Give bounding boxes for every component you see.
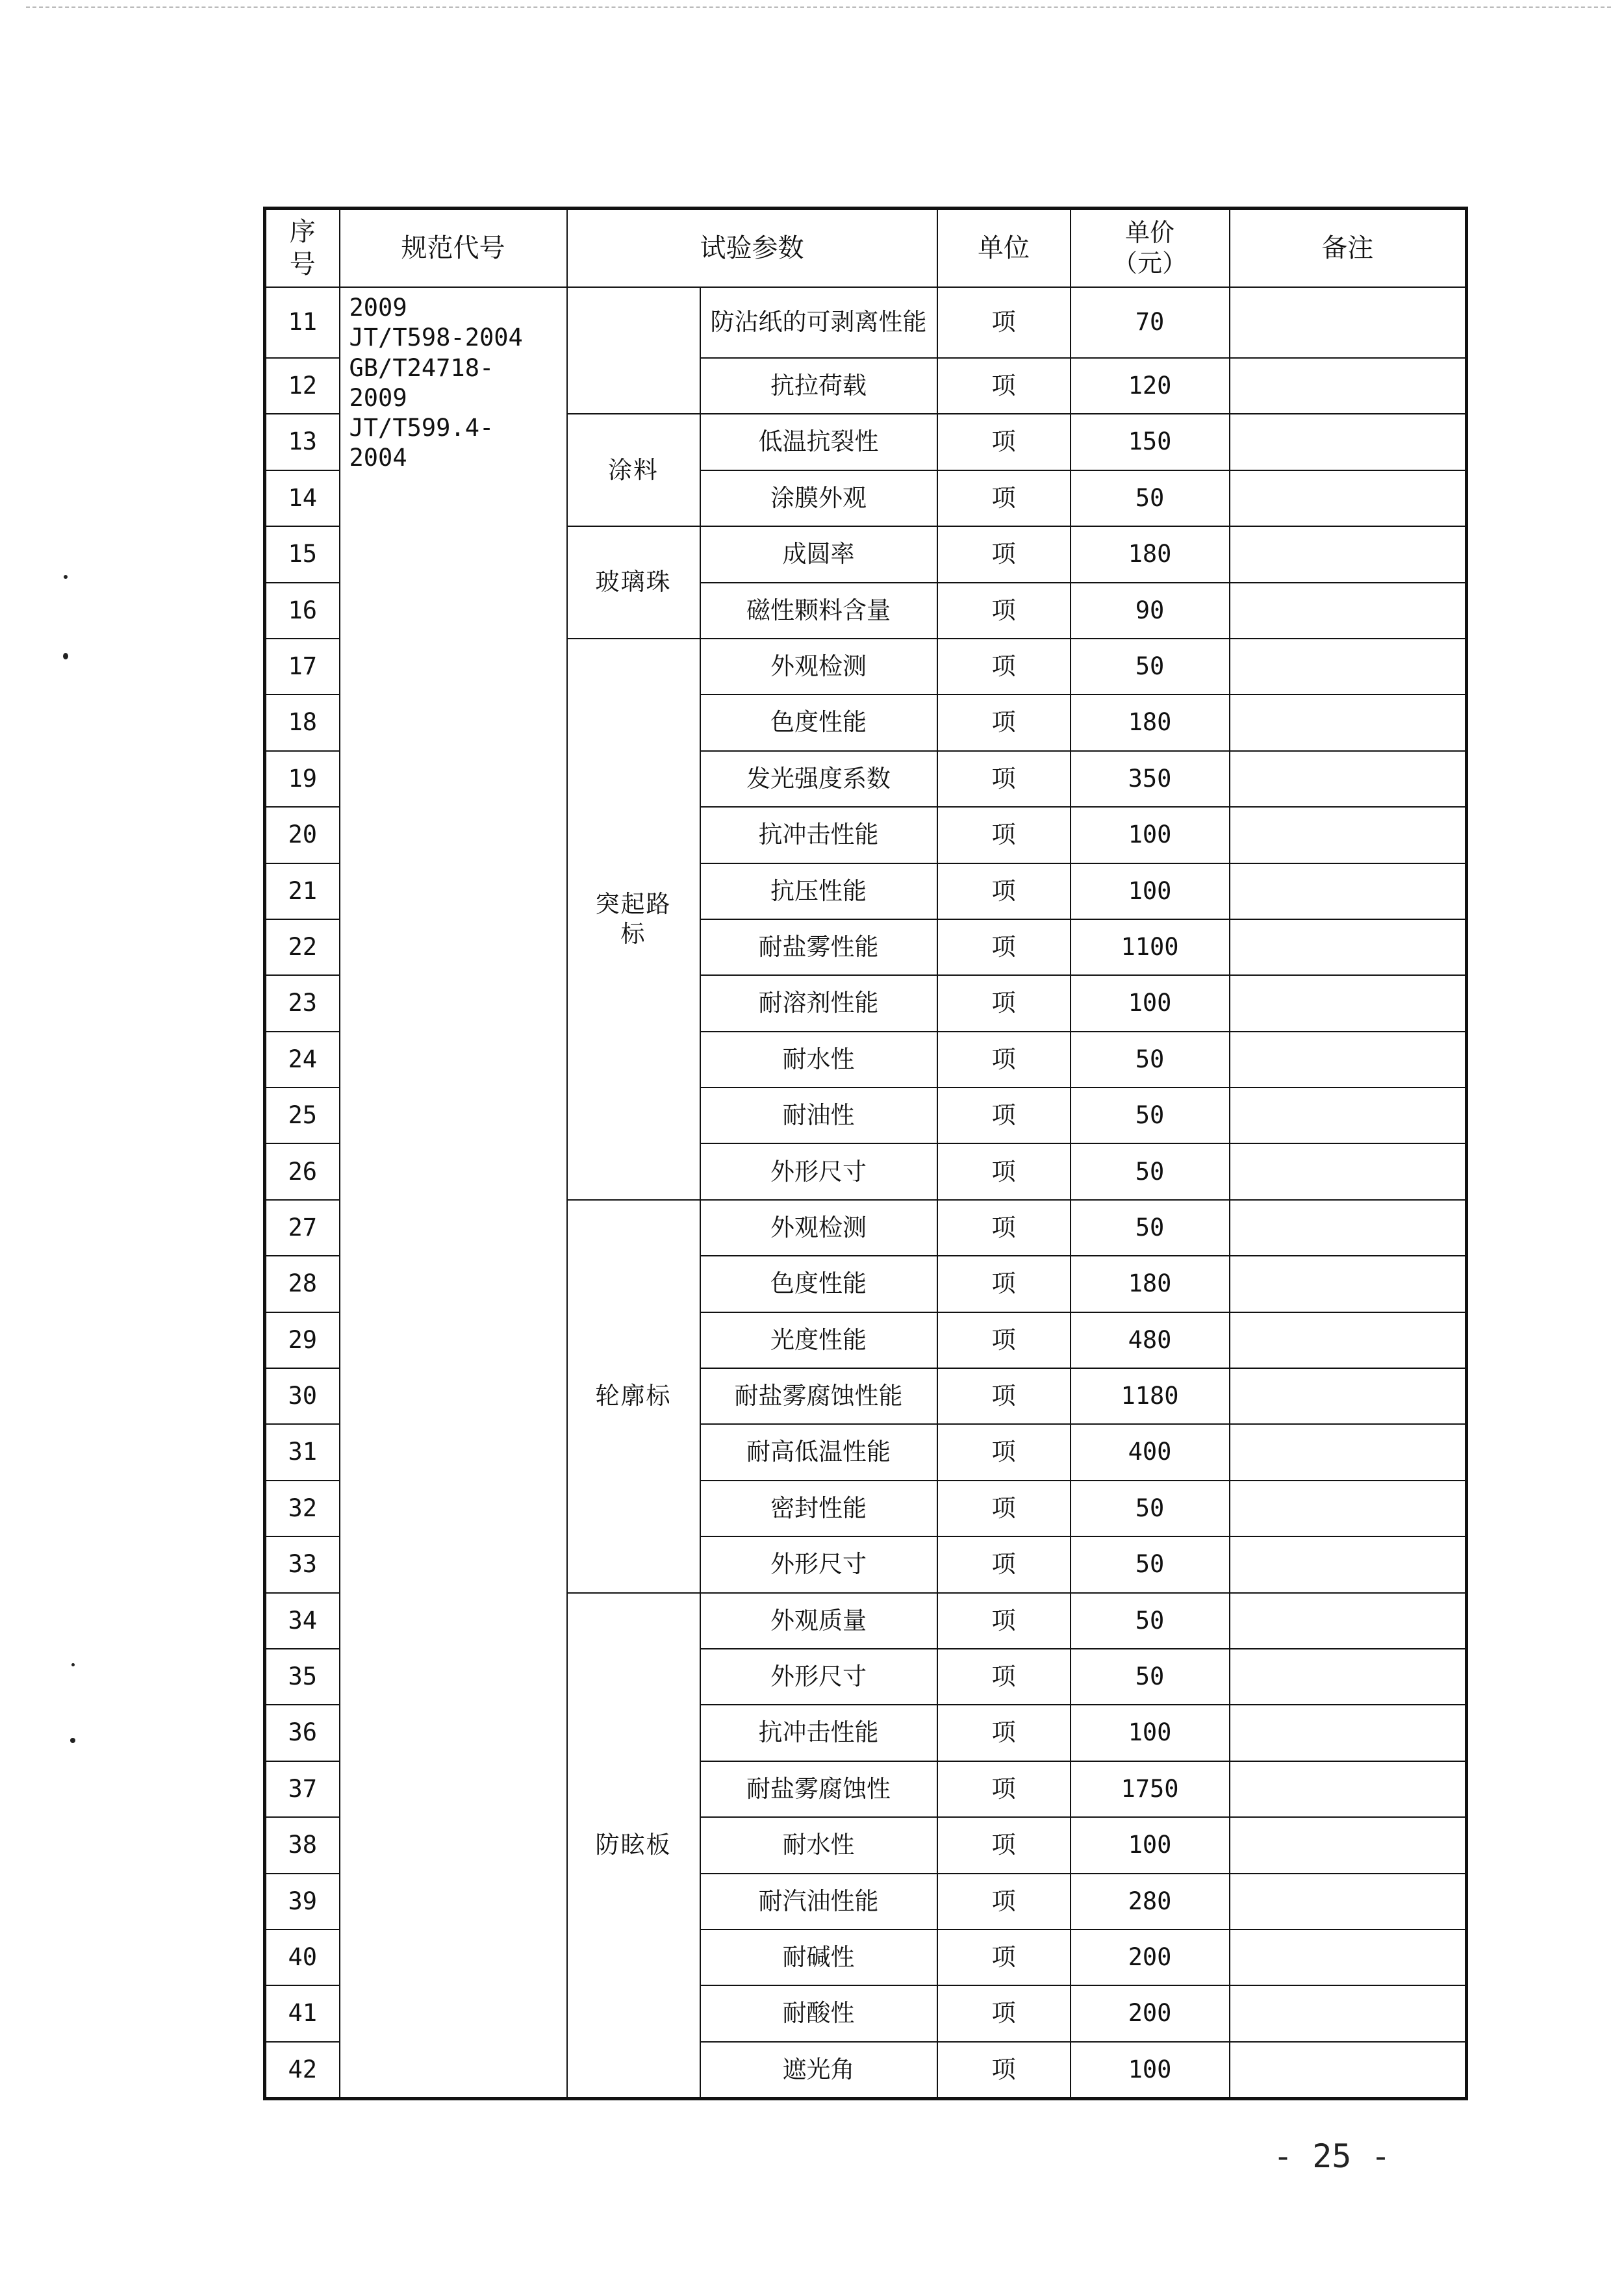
price-cell: 90	[1071, 583, 1230, 639]
price-cell: 100	[1071, 975, 1230, 1031]
price-cell: 50	[1071, 1200, 1230, 1256]
price-cell: 1750	[1071, 1761, 1230, 1817]
unit-cell: 项	[937, 639, 1071, 694]
page-number: - 25 -	[1273, 2137, 1391, 2175]
param-cell: 耐酸性	[700, 1985, 937, 2041]
seq-cell: 18	[265, 694, 340, 750]
param-cell: 光度性能	[700, 1312, 937, 1368]
remark-cell	[1230, 1312, 1467, 1368]
param-cell: 涂膜外观	[700, 470, 937, 526]
seq-cell: 13	[265, 414, 340, 470]
unit-cell: 项	[937, 1032, 1071, 1088]
seq-cell: 40	[265, 1929, 340, 1985]
price-cell: 1180	[1071, 1368, 1230, 1424]
price-cell: 50	[1071, 1536, 1230, 1592]
unit-cell: 项	[937, 1088, 1071, 1143]
price-cell: 400	[1071, 1424, 1230, 1480]
header-price: 单价 （元）	[1071, 209, 1230, 288]
unit-cell: 项	[937, 1705, 1071, 1761]
unit-cell: 项	[937, 807, 1071, 863]
price-cell: 180	[1071, 1256, 1230, 1312]
seq-cell: 41	[265, 1985, 340, 2041]
unit-cell: 项	[937, 2042, 1071, 2099]
param-cell: 色度性能	[700, 694, 937, 750]
remark-cell	[1230, 1368, 1467, 1424]
code-line: JT/T598-2004	[349, 324, 523, 352]
param-cell: 耐盐雾腐蚀性能	[700, 1368, 937, 1424]
param-cell: 密封性能	[700, 1481, 937, 1536]
remark-cell	[1230, 639, 1467, 694]
category-label: 突起路标	[595, 889, 672, 948]
seq-cell: 34	[265, 1593, 340, 1649]
remark-cell	[1230, 807, 1467, 863]
param-cell: 耐溶剂性能	[700, 975, 937, 1031]
price-cell: 50	[1071, 1143, 1230, 1199]
standard-code-cell	[340, 287, 567, 2099]
unit-cell: 项	[937, 583, 1071, 639]
seq-cell: 14	[265, 470, 340, 526]
seq-cell: 25	[265, 1088, 340, 1143]
param-cell: 耐水性	[700, 1032, 937, 1088]
seq-cell: 33	[265, 1536, 340, 1592]
param-cell: 耐盐雾性能	[700, 919, 937, 975]
header-unit: 单位	[937, 209, 1071, 288]
remark-cell	[1230, 1649, 1467, 1705]
seq-cell: 28	[265, 1256, 340, 1312]
header-remark: 备注	[1230, 209, 1467, 288]
remark-cell	[1230, 1593, 1467, 1649]
price-cell: 120	[1071, 358, 1230, 414]
unit-cell: 项	[937, 1593, 1071, 1649]
param-cell: 色度性能	[700, 1256, 937, 1312]
seq-cell: 23	[265, 975, 340, 1031]
param-cell: 磁性颗料含量	[700, 583, 937, 639]
unit-cell: 项	[937, 1761, 1071, 1817]
category-cell-raised-marker	[567, 639, 700, 1200]
remark-cell	[1230, 1143, 1467, 1199]
remark-cell	[1230, 1874, 1467, 1929]
price-cell: 100	[1071, 1817, 1230, 1873]
price-cell: 50	[1071, 1032, 1230, 1088]
seq-cell: 42	[265, 2042, 340, 2099]
seq-cell: 20	[265, 807, 340, 863]
seq-cell: 22	[265, 919, 340, 975]
seq-cell: 38	[265, 1817, 340, 1873]
param-cell: 耐碱性	[700, 1929, 937, 1985]
price-cell: 180	[1071, 694, 1230, 750]
header-seq: 序 号	[265, 209, 340, 288]
header-row	[265, 209, 1467, 288]
scan-speck	[64, 575, 68, 579]
seq-cell: 30	[265, 1368, 340, 1424]
unit-cell: 项	[937, 414, 1071, 470]
header-param: 试验参数	[567, 209, 937, 288]
unit-cell: 项	[937, 470, 1071, 526]
seq-cell: 21	[265, 863, 340, 919]
remark-cell	[1230, 975, 1467, 1031]
price-cell: 50	[1071, 1088, 1230, 1143]
unit-cell: 项	[937, 1985, 1071, 2041]
category-cell-glass-beads: 玻璃珠	[567, 526, 700, 639]
unit-cell: 项	[937, 1312, 1071, 1368]
param-cell: 外形尺寸	[700, 1649, 937, 1705]
unit-cell: 项	[937, 694, 1071, 750]
remark-cell	[1230, 1985, 1467, 2041]
scan-speck	[63, 653, 68, 659]
remark-cell	[1230, 1817, 1467, 1873]
unit-cell: 项	[937, 1481, 1071, 1536]
unit-cell: 项	[937, 1929, 1071, 1985]
param-cell: 抗冲击性能	[700, 1705, 937, 1761]
unit-cell: 项	[937, 358, 1071, 414]
unit-cell: 项	[937, 1368, 1071, 1424]
remark-cell	[1230, 1929, 1467, 1985]
param-cell: 外观检测	[700, 1200, 937, 1256]
unit-cell: 项	[937, 863, 1071, 919]
remark-cell	[1230, 1424, 1467, 1480]
seq-cell: 27	[265, 1200, 340, 1256]
seq-cell: 26	[265, 1143, 340, 1199]
remark-cell	[1230, 1088, 1467, 1143]
param-cell: 低温抗裂性	[700, 414, 937, 470]
remark-cell	[1230, 1032, 1467, 1088]
price-cell: 100	[1071, 863, 1230, 919]
category-cell-blank	[567, 287, 700, 414]
price-cell: 200	[1071, 1985, 1230, 2041]
price-cell: 50	[1071, 639, 1230, 694]
remark-cell	[1230, 583, 1467, 639]
remark-cell	[1230, 470, 1467, 526]
scan-speck	[70, 1738, 75, 1743]
seq-cell: 19	[265, 751, 340, 807]
seq-cell: 36	[265, 1705, 340, 1761]
param-cell: 耐油性	[700, 1088, 937, 1143]
unit-cell: 项	[937, 1649, 1071, 1705]
code-line: GB/T24718-	[349, 353, 494, 382]
price-cell: 50	[1071, 470, 1230, 526]
price-cell: 50	[1071, 1649, 1230, 1705]
unit-cell: 项	[937, 526, 1071, 582]
unit-cell: 项	[937, 1874, 1071, 1929]
header-code: 规范代号	[340, 209, 567, 288]
price-table	[263, 207, 1468, 2100]
param-cell: 遮光角	[700, 2042, 937, 2099]
unit-cell: 项	[937, 1143, 1071, 1199]
category-cell-delineator: 轮廓标	[567, 1200, 700, 1593]
unit-cell: 项	[937, 1424, 1071, 1480]
unit-cell: 项	[937, 1200, 1071, 1256]
remark-cell	[1230, 2042, 1467, 2099]
param-cell: 耐汽油性能	[700, 1874, 937, 1929]
seq-cell: 17	[265, 639, 340, 694]
seq-cell: 35	[265, 1649, 340, 1705]
unit-cell: 项	[937, 1256, 1071, 1312]
price-cell: 100	[1071, 1705, 1230, 1761]
remark-cell	[1230, 694, 1467, 750]
remark-cell	[1230, 414, 1467, 470]
price-cell: 50	[1071, 1593, 1230, 1649]
category-cell-coating: 涂料	[567, 414, 700, 526]
price-cell: 1100	[1071, 919, 1230, 975]
price-cell: 100	[1071, 2042, 1230, 2099]
seq-cell: 39	[265, 1874, 340, 1929]
param-cell: 防沾纸的可剥离性能	[700, 287, 937, 358]
param-cell: 耐高低温性能	[700, 1424, 937, 1480]
price-cell: 180	[1071, 526, 1230, 582]
seq-cell: 16	[265, 583, 340, 639]
price-cell: 50	[1071, 1481, 1230, 1536]
price-cell: 150	[1071, 414, 1230, 470]
code-line: 2004	[349, 444, 407, 472]
unit-cell: 项	[937, 287, 1071, 358]
category-cell-anti-glare: 防眩板	[567, 1593, 700, 2099]
unit-cell: 项	[937, 751, 1071, 807]
unit-cell: 项	[937, 1817, 1071, 1873]
param-cell: 耐水性	[700, 1817, 937, 1873]
seq-cell: 24	[265, 1032, 340, 1088]
param-cell: 抗压性能	[700, 863, 937, 919]
code-line: 2009	[349, 294, 407, 322]
seq-cell: 15	[265, 526, 340, 582]
seq-cell: 32	[265, 1481, 340, 1536]
remark-cell	[1230, 863, 1467, 919]
scan-speck	[71, 1663, 75, 1666]
param-cell: 抗冲击性能	[700, 807, 937, 863]
remark-cell	[1230, 287, 1467, 358]
seq-cell: 11	[265, 287, 340, 358]
remark-cell	[1230, 1481, 1467, 1536]
param-cell: 外观检测	[700, 639, 937, 694]
seq-cell: 31	[265, 1424, 340, 1480]
price-cell: 200	[1071, 1929, 1230, 1985]
param-cell: 抗拉荷载	[700, 358, 937, 414]
remark-cell	[1230, 1200, 1467, 1256]
param-cell: 成圆率	[700, 526, 937, 582]
price-cell: 350	[1071, 751, 1230, 807]
seq-cell: 29	[265, 1312, 340, 1368]
scan-edge-line	[26, 6, 1611, 8]
price-cell: 70	[1071, 287, 1230, 358]
param-cell: 外观质量	[700, 1593, 937, 1649]
price-cell: 280	[1071, 1874, 1230, 1929]
table-row	[265, 287, 1467, 358]
unit-cell: 项	[937, 1536, 1071, 1592]
param-cell: 发光强度系数	[700, 751, 937, 807]
remark-cell	[1230, 919, 1467, 975]
unit-cell: 项	[937, 919, 1071, 975]
remark-cell	[1230, 1761, 1467, 1817]
code-line: JT/T599.4-	[349, 414, 494, 442]
price-cell: 100	[1071, 807, 1230, 863]
remark-cell	[1230, 358, 1467, 414]
unit-cell: 项	[937, 975, 1071, 1031]
remark-cell	[1230, 1705, 1467, 1761]
seq-cell: 37	[265, 1761, 340, 1817]
remark-cell	[1230, 751, 1467, 807]
code-line: 2009	[349, 383, 407, 412]
remark-cell	[1230, 526, 1467, 582]
param-cell: 外形尺寸	[700, 1143, 937, 1199]
price-cell: 480	[1071, 1312, 1230, 1368]
remark-cell	[1230, 1256, 1467, 1312]
remark-cell	[1230, 1536, 1467, 1592]
param-cell: 耐盐雾腐蚀性	[700, 1761, 937, 1817]
param-cell: 外形尺寸	[700, 1536, 937, 1592]
seq-cell: 12	[265, 358, 340, 414]
